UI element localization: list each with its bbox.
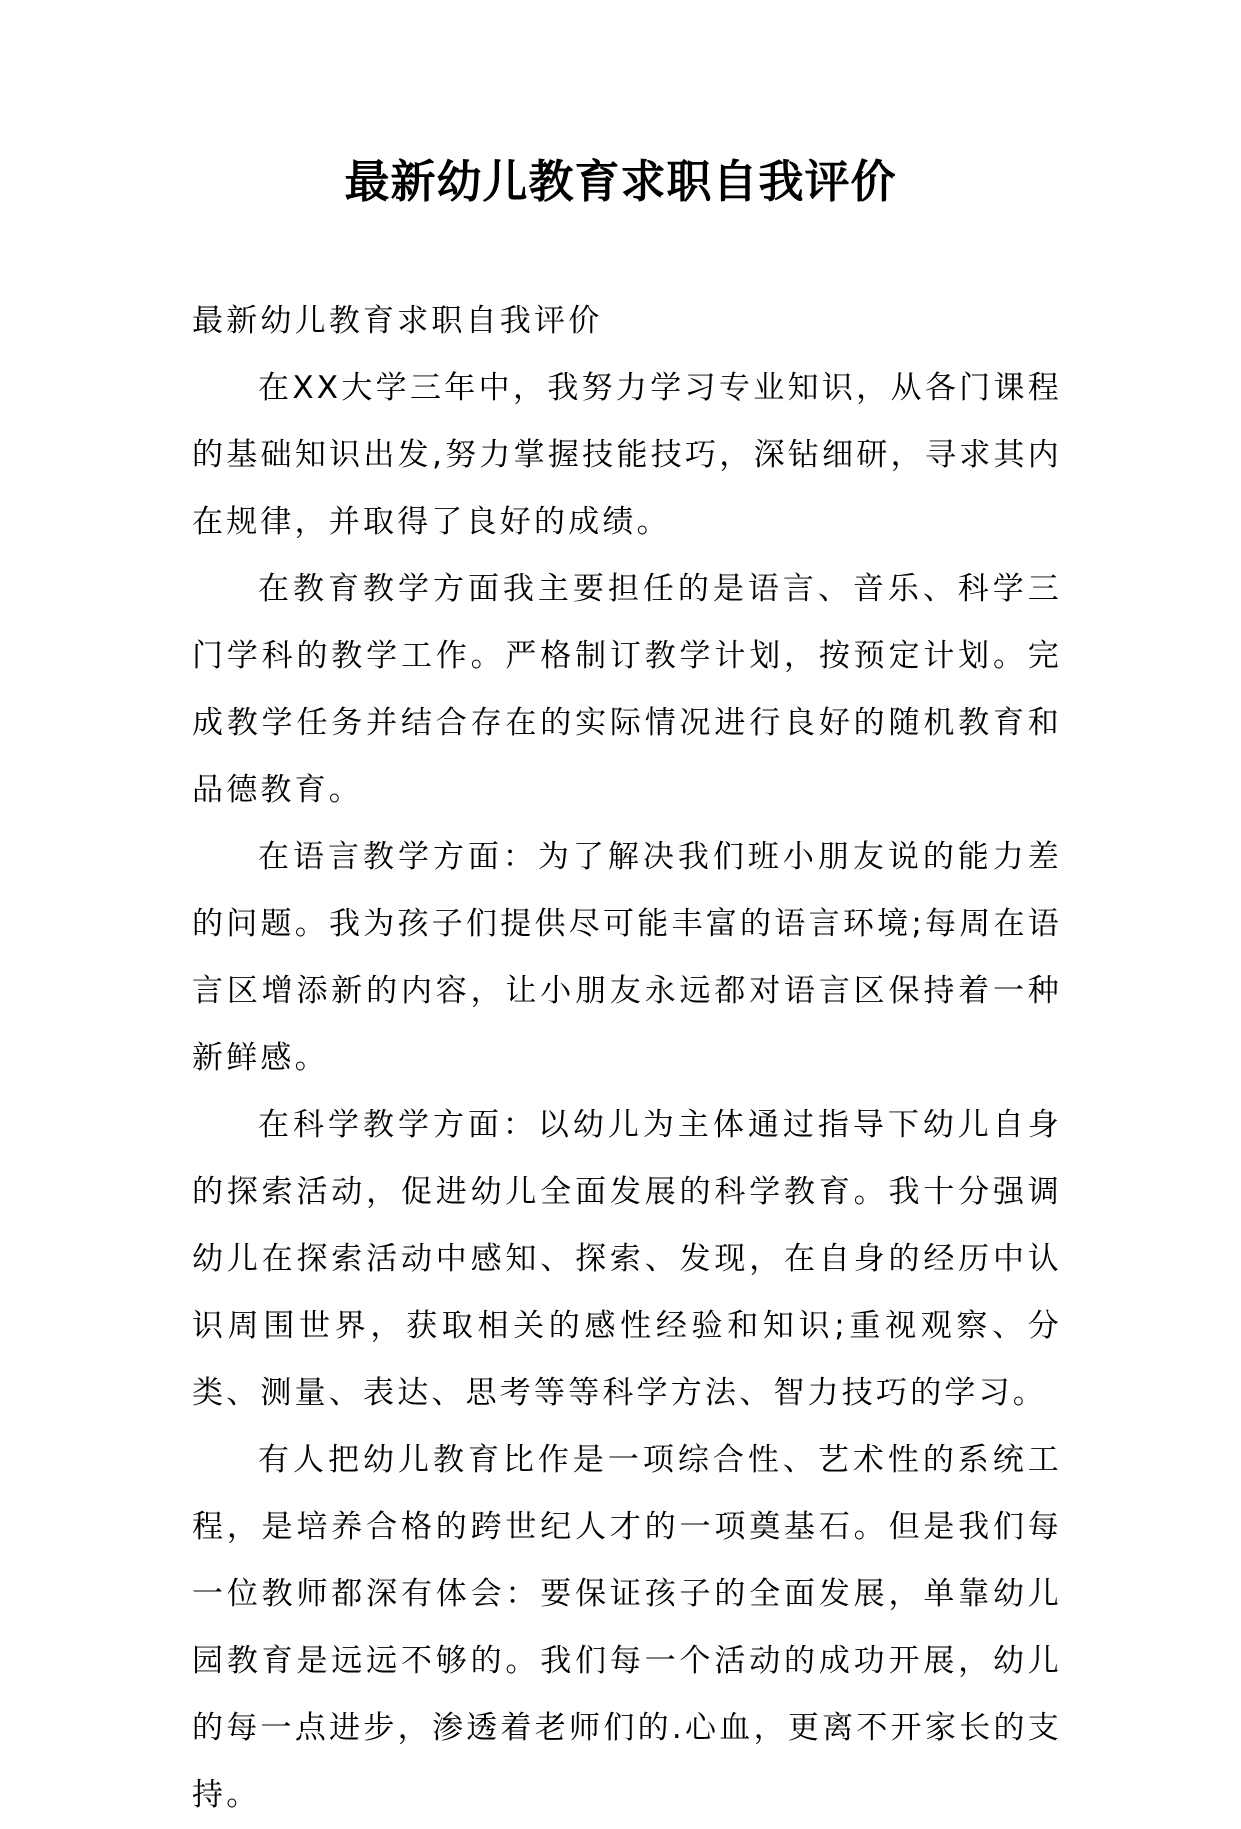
page-title: 最新幼儿教育求职自我评价 [344, 155, 897, 208]
document-body [192, 288, 1062, 1829]
paragraph-4: 在科学教学方面：以幼儿为主体通过指导下幼儿自身的探索活动，促进幼儿全面发展的科学教育。我十分强调幼儿在探索活动中感知、探索、发现，在自身的经历中认识周围世界，获取相关的感性经验和知识;重视观察、分类、测量、表达、思考等等科学方法、智力技巧的学习。 [192, 1107, 1062, 1411]
paragraph-5: 有人把幼儿教育比作是一项综合性、艺术性的系统工程，是培养合格的跨世纪人才的一项奠基石。但是我们每一位教师都深有体会：要保证孩子的全面发展，单靠幼儿园教育是远远不够的。我们每一个活动的成功开展，幼儿的每一点进步，渗透着老师们的.心血，更离不开家长的支持。 [192, 1442, 1062, 1813]
paragraph-2: 在教育教学方面我主要担任的是语言、音乐、科学三门学科的教学工作。严格制订教学计划，按预定计划。完成教学任务并结合存在的实际情况进行良好的随机教育和品德教育。 [192, 571, 1062, 808]
paragraph-1: 在XX大学三年中，我努力学习专业知识，从各门课程的基础知识出发,努力掌握技能技巧，深钻细研，寻求其内在规律，并取得了良好的成绩。 [192, 370, 1062, 540]
document-subtitle: 最新幼儿教育求职自我评价 [192, 303, 603, 339]
paragraph-3: 在语言教学方面：为了解决我们班小朋友说的能力差的问题。我为孩子们提供尽可能丰富的语言环境;每周在语言区增添新的内容，让小朋友永远都对语言区保持着一种新鲜感。 [192, 839, 1062, 1076]
